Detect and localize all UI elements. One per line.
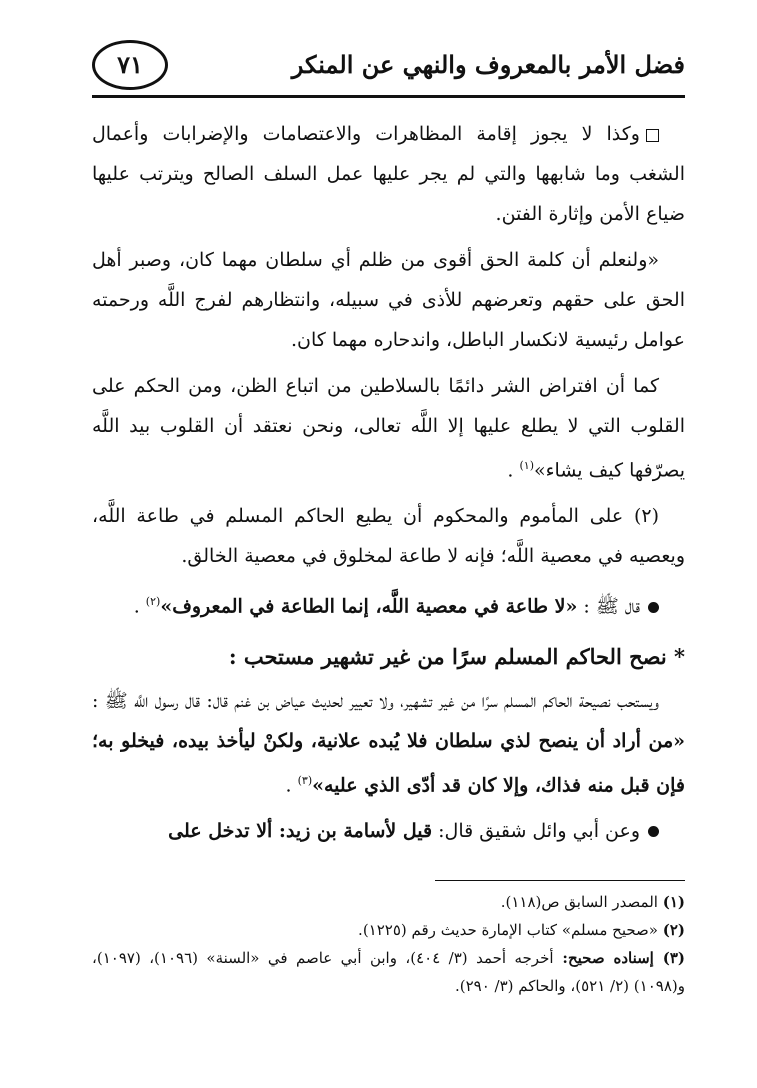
footnote — [92, 888, 685, 916]
footnote-ref: (٢) — [145, 595, 161, 609]
footnote — [92, 916, 685, 944]
paragraph-text: وعن أبي وائل شقيق قال: — [432, 819, 640, 842]
footnote-number: (٢) — [662, 921, 685, 939]
paragraph-text: ويستحب نصيحة الحاكم المسلم سرًا من غير تشهير، ولا تعيير لحديث عياض بن غنم قال: قال رسول اللَّه ﷺ : — [92, 689, 659, 712]
paragraph-text: قال ﷺ : — [577, 595, 640, 618]
footnotes — [92, 888, 685, 1000]
paragraph — [92, 681, 685, 805]
main-text — [92, 114, 685, 857]
footnote-ref: (٣) — [297, 773, 313, 787]
footnote-text: «صحيح مسلم» كتاب الإمارة حديث رقم (١٢٢٥). — [358, 921, 663, 939]
header-rule — [92, 95, 685, 98]
paragraph-text: كما أن افتراض الشر دائمًا بالسلاطين من اتباع الظن، ومن الحكم على القلوب التي لا يطلع عليها إلا اللَّه تعالى، ونحن نعتقد أن القلوب بيد اللَّه يصرّفها كيف يشاء» — [92, 375, 685, 482]
paragraph-text: وكذا لا يجوز إقامة المظاهرات والاعتصامات والإضرابات وأعمال الشغب وما شابهها والتي لم يجر عليها عمل السلف الصالح ويترتب عليها ضياع الأمن وإثارة الفتن. — [92, 123, 685, 225]
paragraph — [92, 240, 685, 360]
section-heading: * نصح الحاكم المسلم سرًا من غير تشهير مستحب : — [228, 643, 685, 669]
paragraph — [92, 496, 685, 576]
paragraph-text: (٢) على المأموم والمحكوم أن يطيع الحاكم المسلم في طاعة اللَّه، ويعصيه في معصية اللَّه؛ فإنه لا طاعة لمخلوق في معصية الخالق. — [92, 505, 685, 568]
paragraph — [92, 582, 685, 626]
square-bullet-icon — [646, 129, 659, 142]
running-title: فضل الأمر بالمعروف والنهي عن المنكر — [291, 50, 685, 79]
page-header — [92, 40, 685, 98]
paragraph-text: «ولنعلم أن كلمة الحق أقوى من ظلم أي سلطان مهما كان، وصبر أهل الحق على حقهم وتعرضهم للأذى في سبيله، وانتظارهم لفرج اللَّه ورحمته عوامل رئيسية لانكسار الباطل، واندحاره مهما كان. — [92, 249, 685, 351]
footnote-number: (٣) — [662, 949, 685, 967]
paragraph — [92, 366, 685, 490]
footnote-separator — [435, 880, 685, 881]
punctuation: . — [507, 459, 520, 482]
footnote-text: المصدر السابق ص(١١٨). — [500, 893, 663, 911]
footnote-number: (١) — [662, 893, 685, 911]
round-bullet-icon — [648, 602, 659, 613]
paragraph — [92, 114, 685, 234]
footnote-text: أخرجه أحمد (٣/ ٤٠٤)، وابن أبي عاصم في «السنة» (١٠٩٦)، (١٠٩٧)، و(١٠٩٨) (٢/ ٥٢١)، والحاكم (٣/ ٢٩٠). — [92, 949, 685, 995]
round-bullet-icon — [648, 826, 659, 837]
footnote — [92, 944, 685, 1000]
paragraph — [92, 811, 685, 851]
punctuation: . — [285, 773, 298, 796]
punctuation: . — [133, 595, 146, 618]
footnote-lead: إسناده صحيح: — [553, 949, 663, 967]
hadith-quote: «لا طاعة في معصية اللَّه، إنما الطاعة في المعروف» — [160, 595, 578, 618]
quote-text: قيل لأسامة بن زيد: ألا تدخل على — [168, 819, 433, 842]
hadith-quote: «من أراد أن ينصح لذي سلطان فلا يُبده علانية، ولكنْ ليأخذ بيده، فيخلو به؛ فإن قبل منه فذاك، وإلا كان قد أدّى الذي عليه» — [92, 729, 685, 796]
page-number: ٧١ — [92, 40, 168, 90]
footnote-ref: (١) — [519, 459, 534, 472]
